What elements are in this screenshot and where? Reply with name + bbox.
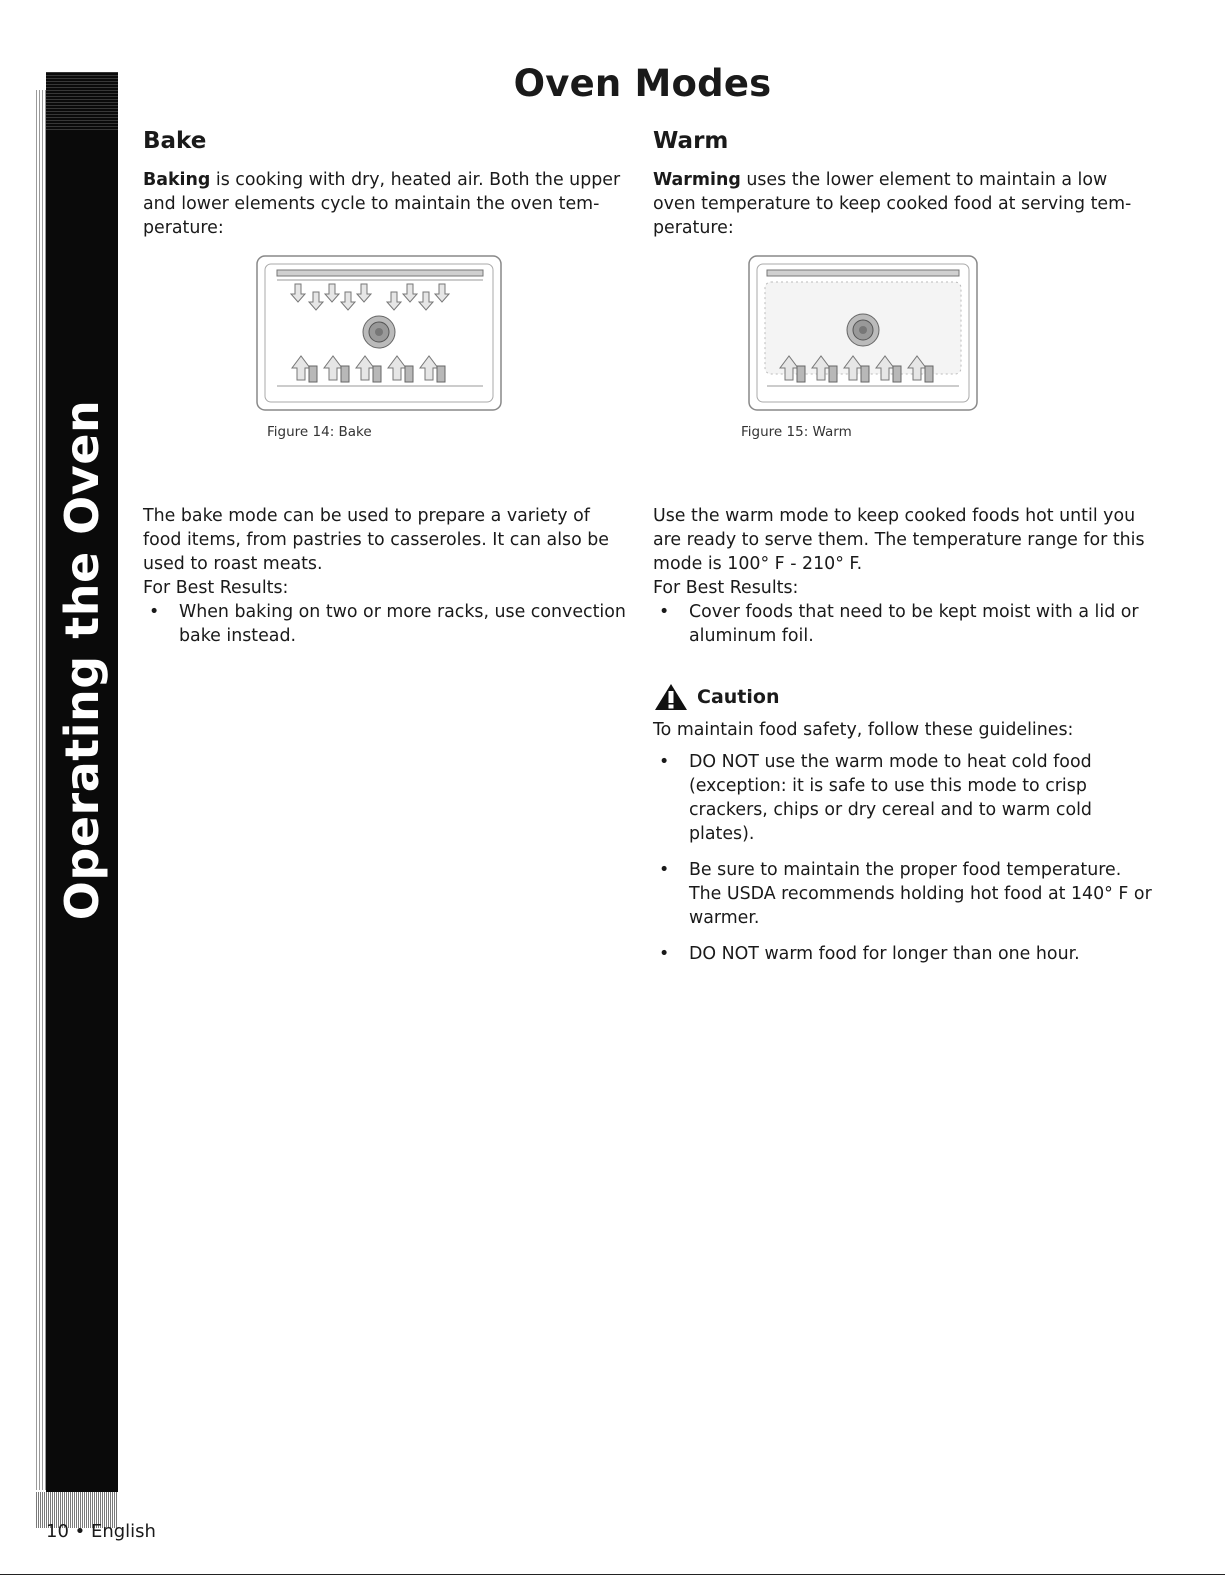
bake-bullets <box>143 600 633 648</box>
bake-figure <box>143 240 633 490</box>
warm-bullets <box>653 600 1153 648</box>
bake-lead-text: is cooking with dry, heated air. Both the upper and lower elements cycle to maintain the oven tem-perature: <box>143 170 621 238</box>
bake-lead <box>143 168 633 240</box>
warm-figure <box>653 240 1153 490</box>
bake-caption: Figure 14: Bake <box>267 424 372 440</box>
caution-label: Caution <box>697 686 780 708</box>
bake-body <box>143 504 633 648</box>
warm-body <box>653 504 1153 978</box>
warm-lead <box>653 168 1153 240</box>
warm-paragraph: Use the warm mode to keep cooked foods hot until you are ready to serve them. The temperature range for this mode is 100° F - 210° F. <box>653 506 1145 574</box>
warm-section <box>653 128 1153 490</box>
bake-section <box>143 128 633 490</box>
bottom-rule <box>0 1574 1225 1575</box>
caution-intro: To maintain food safety, follow these guidelines: <box>653 720 1074 740</box>
page-footer: 10 • English <box>46 1521 156 1542</box>
warm-oven-diagram <box>747 254 979 414</box>
bake-best-results: For Best Results: <box>143 578 289 598</box>
warm-best-results: For Best Results: <box>653 578 799 598</box>
list-item: • DO NOT warm food for longer than one hour. <box>653 942 1153 966</box>
bake-paragraph: The bake mode can be used to prepare a variety of food items, from pastries to casseroles. It can also be used to roast meats. <box>143 506 609 574</box>
caution-heading <box>653 682 1153 712</box>
warning-icon <box>653 682 689 712</box>
warm-caption: Figure 15: Warm <box>741 424 852 440</box>
bake-oven-diagram <box>255 254 503 414</box>
warm-lead-term: Warming <box>653 170 741 190</box>
list-item: • When baking on two or more racks, use convection bake instead. <box>143 600 633 648</box>
warm-heading: Warm <box>653 128 729 154</box>
list-item: • DO NOT use the warm mode to heat cold food (exception: it is safe to use this mode to crisp crackers, chips or dry cereal and to warm cold plates). <box>653 750 1153 846</box>
caution-list <box>653 750 1153 966</box>
bake-lead-term: Baking <box>143 170 211 190</box>
side-tab-stripe <box>36 90 46 1490</box>
bake-heading: Bake <box>143 128 207 154</box>
list-item: • Be sure to maintain the proper food temperature. The USDA recommends holding hot food at 140° F or warmer. <box>653 858 1153 930</box>
warm-lead-text: uses the lower element to maintain a low oven temperature to keep cooked food at serving tem-perature: <box>653 170 1132 238</box>
page-title: Oven Modes <box>513 62 772 105</box>
side-tab-label: Operating the Oven <box>55 399 109 921</box>
list-item: • Cover foods that need to be kept moist with a lid or aluminum foil. <box>653 600 1153 648</box>
